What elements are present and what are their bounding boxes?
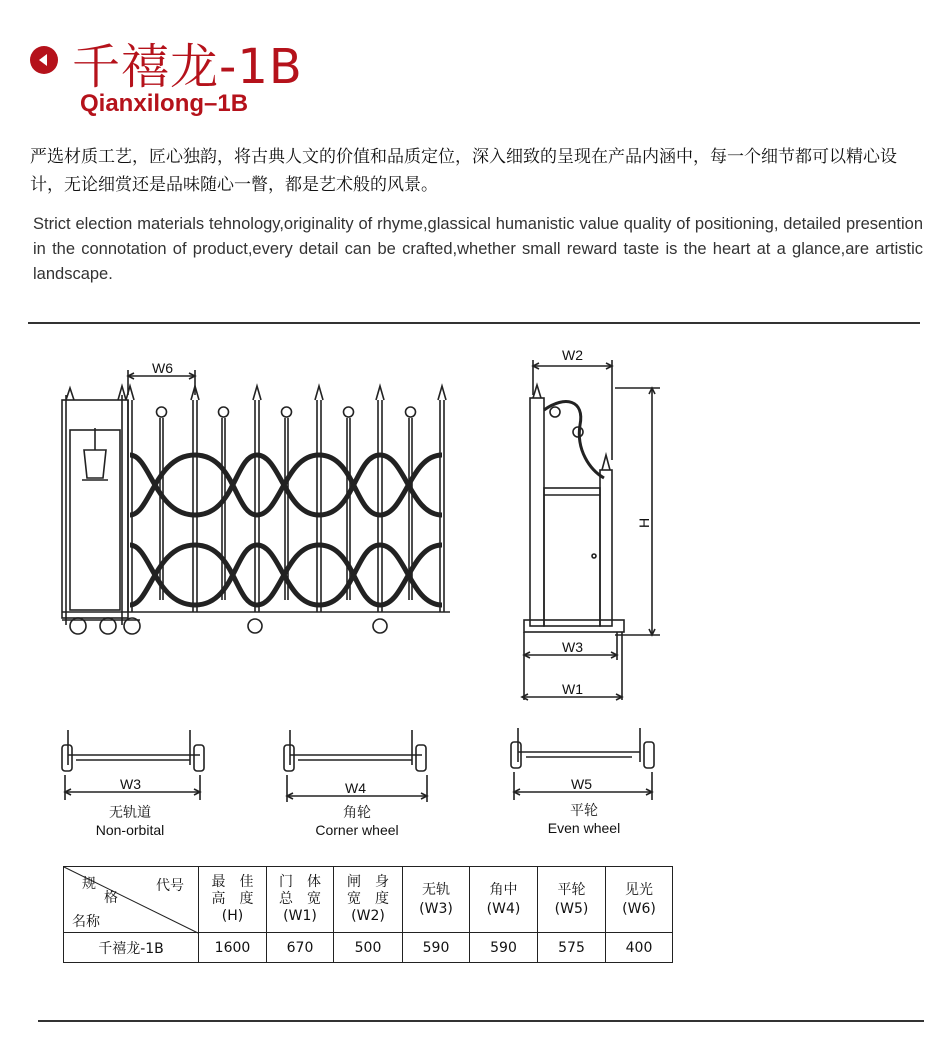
table-header: 角中 (W4) [470,867,538,933]
variant-en-label: Corner wheel [315,822,399,838]
w6-label: W6 [152,360,173,376]
h-label: H [636,517,652,528]
table-cell: 670 [267,933,334,963]
w2-label: W2 [562,347,583,363]
variant-cn-label: 平轮 [570,802,598,818]
description-cn: 严选材质工艺，匠心独韵，将古典人文的价值和品质定位，深入细致的呈现在产品内涵中，每一个细节都可以精心设计，无论细赏还是品味随心一瞥，都是艺术般的风景。 [30,147,897,195]
bottom-divider [38,1020,924,1022]
variant-cn-label: 角轮 [343,804,371,820]
table-header: 门 体 总 宽 (W1) [267,867,334,933]
side-w3-label: W3 [562,639,583,655]
table-cell: 400 [606,933,673,963]
table-header: 见光 (W6) [606,867,673,933]
variant-dim-label: W5 [571,776,592,792]
table-cell: 590 [470,933,538,963]
variant-dim-label: W3 [120,776,141,792]
table-cell-name: 千禧龙-1B [64,933,199,963]
table-cell: 575 [538,933,606,963]
table-header: 平轮 (W5) [538,867,606,933]
variant-en-label: Even wheel [547,820,621,836]
page-subtitle: Qianxilong–1B [80,90,249,117]
table-header: 无轨 (W3) [403,867,470,933]
table-header: 闸 身 宽 度 (W2) [334,867,403,933]
variant-cn-label: 无轨道 [109,804,151,820]
variant-dim-label: W4 [345,780,366,796]
spec-table [63,866,673,963]
page-title: 千禧龙-1B [72,39,303,95]
table-cell: 590 [403,933,470,963]
w1-label: W1 [562,681,583,697]
table-row [64,933,673,963]
table-cell: 1600 [199,933,267,963]
table-header: 最 佳 高 度 (H) [199,867,267,933]
table-corner-cell: 规 格 代号 名称 [64,867,199,933]
description-en: Strict election materials tehnology,originality of rhyme,glassical humanistic value quality of positioning, detailed presention in the connotation of product,every detail can be crafted,whether small reward taste is the heart at a glance,are artistic landscape. [33,215,923,283]
variant-en-label: Non-orbital [95,822,165,838]
table-cell: 500 [334,933,403,963]
